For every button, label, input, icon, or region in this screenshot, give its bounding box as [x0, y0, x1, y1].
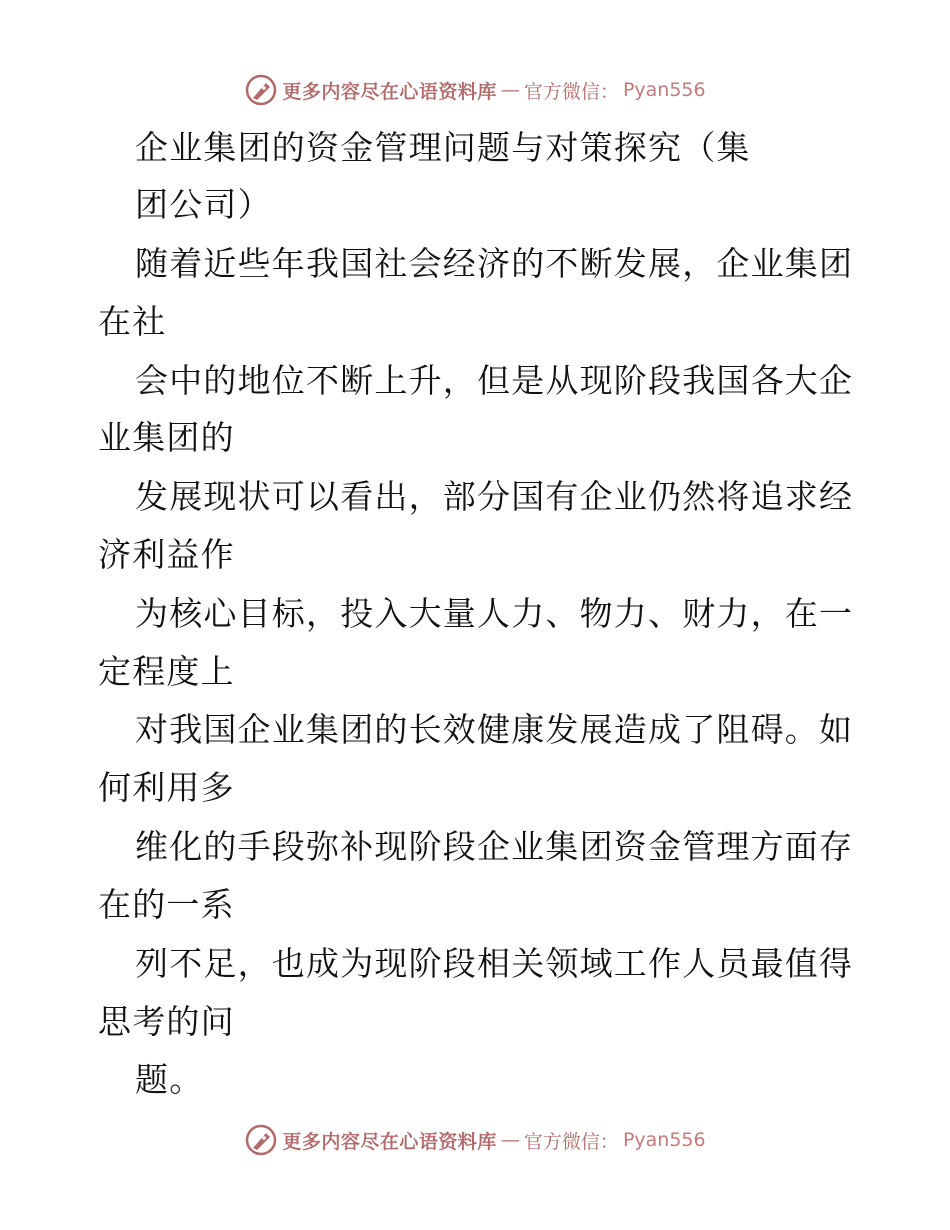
banner-site-text: 更多内容尽在心语资料库: [282, 80, 497, 103]
paragraph-line: 会中的地位不断上升，但是从现阶段我国各大企: [135, 361, 854, 400]
banner-separator: —: [500, 79, 520, 101]
paragraph-line: 随着近些年我国社会经济的不断发展，企业集团: [135, 244, 854, 283]
banner-wechat-id: Pyan556: [622, 79, 706, 101]
paragraph-line: 思考的问: [98, 1002, 235, 1041]
banner-separator: —: [500, 1129, 520, 1151]
document-title-line-1: 企业集团的资金管理问题与对策探究（集: [135, 128, 751, 167]
document-title-line-2: 团公司）: [135, 185, 272, 224]
pen-nib-logo-icon: [244, 1123, 278, 1157]
paragraph-line: 维化的手段弥补现阶段企业集团资金管理方面存: [135, 827, 854, 866]
footer-banner-content: [244, 1123, 705, 1157]
paragraph-line: 定程度上: [98, 652, 235, 691]
banner-wechat-label: 官方微信：: [523, 1130, 619, 1153]
paragraph-line: 业集团的: [98, 418, 235, 457]
banner-site-text: 更多内容尽在心语资料库: [282, 1130, 497, 1153]
paragraph-line: 列不足，也成为现阶段相关领域工作人员最值得: [135, 944, 854, 983]
footer-banner: [0, 1120, 950, 1160]
banner-wechat-label: 官方微信：: [523, 80, 619, 103]
paragraph-line: 为核心目标，投入大量人力、物力、财力，在一: [135, 594, 854, 633]
paragraph-line: 在社: [98, 302, 167, 341]
paragraph-line: 题。: [135, 1060, 204, 1099]
paragraph-line: 发展现状可以看出，部分国有企业仍然将追求经: [135, 477, 854, 516]
pen-nib-logo-icon: [244, 73, 278, 107]
paragraph-line: 对我国企业集团的长效健康发展造成了阻碍。如: [135, 710, 854, 749]
header-banner: [0, 70, 950, 110]
header-banner-content: [244, 73, 705, 107]
paragraph-line: 济利益作: [98, 535, 235, 574]
paragraph-line: 在的一系: [98, 885, 235, 924]
paragraph-line: 何利用多: [98, 768, 235, 807]
banner-wechat-id: Pyan556: [622, 1129, 706, 1151]
